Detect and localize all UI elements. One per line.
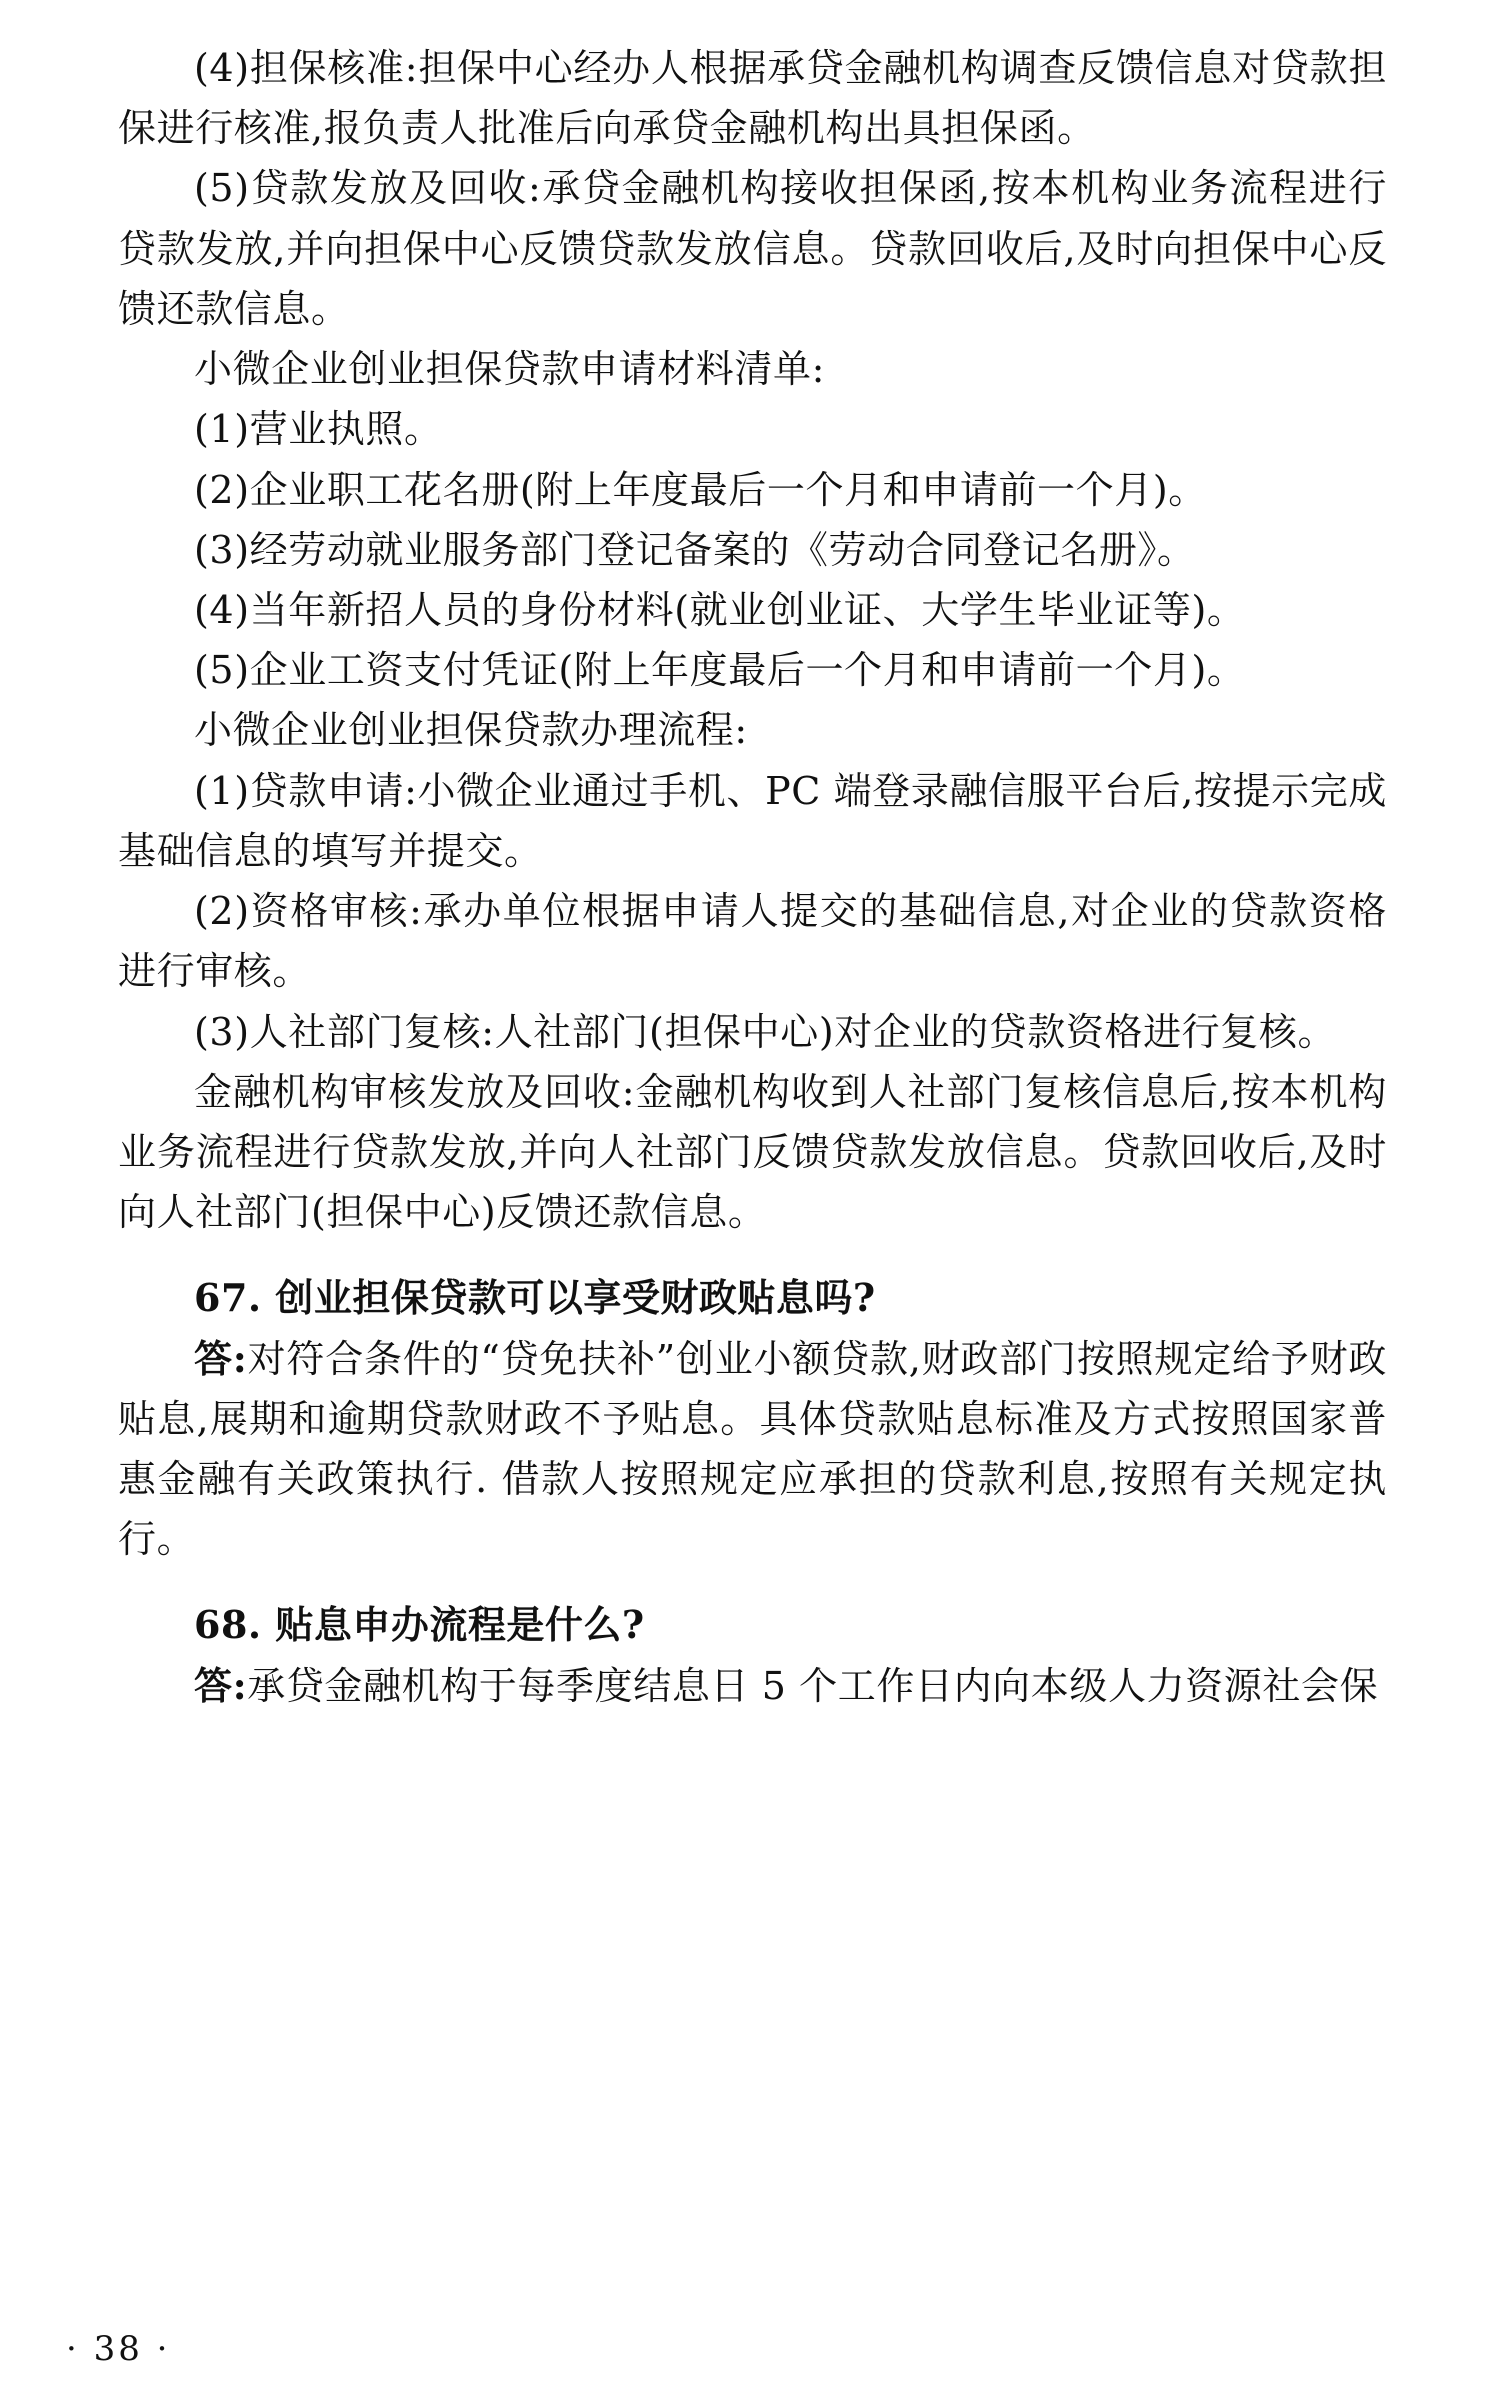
paragraph-3: 小微企业创业担保贷款申请材料清单:	[194, 347, 826, 392]
paragraph-7: (4)当年新招人员的身份材料(就业创业证、大学生毕业证等)。	[194, 587, 1246, 632]
answer-67	[118, 1329, 1387, 1570]
answer-68	[118, 1656, 1387, 1716]
answer-label-68: 答:	[194, 1662, 248, 1708]
paragraph-10: (1)贷款申请:小微企业通过手机、PC 端登录融信服平台后,按提示完成基础信息的填写并提交。	[118, 768, 1387, 873]
paragraph-9: 小微企业创业担保贷款办理流程:	[194, 708, 748, 753]
paragraph-6: (3)经劳动就业服务部门登记备案的《劳动合同登记名册》。	[194, 527, 1196, 572]
paragraph-12: (3)人社部门复核:人社部门(担保中心)对企业的贷款资格进行复核。	[194, 1009, 1337, 1054]
paragraph-8: (5)企业工资支付凭证(附上年度最后一个月和申请前一个月)。	[194, 648, 1246, 693]
paragraph-1: (4)担保核准:担保中心经办人根据承贷金融机构调查反馈信息对贷款担保进行核准,报负责人批准后向承贷金融机构出具担保函。	[118, 46, 1387, 151]
paragraph-11: (2)资格审核:承办单位根据申请人提交的基础信息,对企业的贷款资格进行审核。	[118, 889, 1387, 994]
paragraph-2: (5)贷款发放及回收:承贷金融机构接收担保函,按本机构业务流程进行贷款发放,并向担保中心反馈贷款发放信息。贷款回收后,及时向担保中心反馈还款信息。	[118, 166, 1387, 331]
page-number: · 38 ·	[66, 2329, 171, 2369]
answer-text-68: 承贷金融机构于每季度结息日 5 个工作日内向本级人力资源社会保	[247, 1663, 1379, 1708]
paragraph-4: (1)营业执照。	[194, 407, 443, 452]
answer-text-67: 对符合条件的“贷免扶补”创业小额贷款,财政部门按照规定给予财政贴息,展期和逾期贷款财政不予贴息。具体贷款贴息标准及方式按照国家普惠金融有关政策执行. 借款人按照规定应承担的贷款利息,按照有关规定执行。	[118, 1336, 1387, 1562]
question-heading-67: 67. 创业担保贷款可以享受财政贴息吗?	[194, 1275, 876, 1321]
paragraph-5: (2)企业职工花名册(附上年度最后一个月和申请前一个月)。	[194, 467, 1207, 512]
page-body	[118, 38, 1387, 1716]
answer-label-67: 答:	[194, 1335, 248, 1381]
question-heading-68: 68. 贴息申办流程是什么?	[194, 1602, 645, 1648]
paragraph-13: 金融机构审核发放及回收:金融机构收到人社部门复核信息后,按本机构业务流程进行贷款发放,并向人社部门反馈贷款发放信息。贷款回收后,及时向人社部门(担保中心)反馈还款信息。	[118, 1069, 1387, 1235]
